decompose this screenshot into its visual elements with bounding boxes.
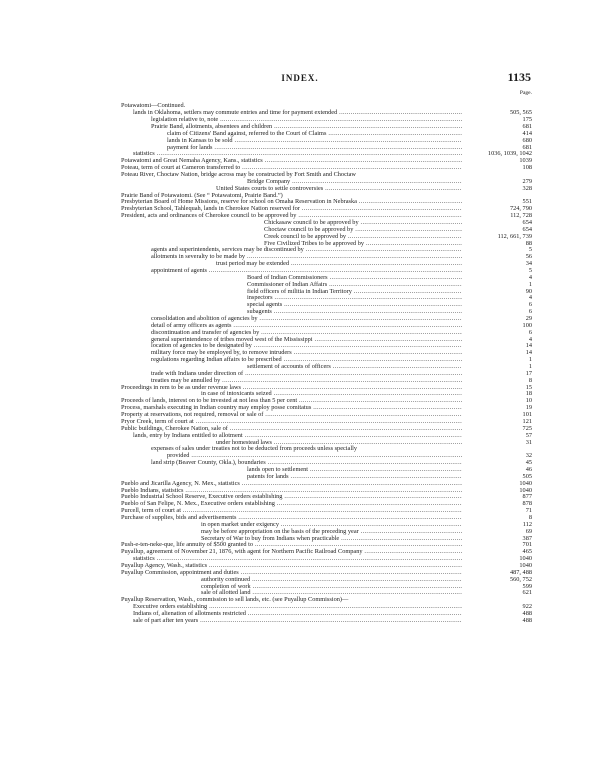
running-header-title: INDEX. (281, 73, 319, 83)
index-entry-text: lands open to settlement ..... (247, 466, 462, 473)
index-entry-page-ref: 15 (466, 384, 532, 391)
index-entry-text: Commissioner of Indian Affairs ..... (247, 281, 462, 288)
index-entry-page-ref: 69 (466, 528, 532, 535)
index-entry-page-ref: 34 (466, 260, 532, 267)
index-entry-page-ref: 560, 752 (466, 576, 532, 583)
index-entry-page-ref: 4 (466, 294, 532, 301)
index-entry-text: in case of intoxicants seized ..... (201, 390, 462, 397)
index-entry-text: general superintendence of tribes moved west of the Mississippi ..... (151, 336, 462, 343)
index-entry-page-ref: 701 (466, 541, 532, 548)
index-entry-page-ref: 1036, 1039, 1042 (466, 150, 532, 157)
index-entry-page-ref: 922 (466, 603, 532, 610)
index-entry-page-ref: 505 (466, 473, 532, 480)
index-entry-text: Presbyterian School, Tahlequah, lands in Cherokee Nation reserved for ..... (121, 205, 462, 212)
index-entry-text: Process, marshals executing in Indian country may employ posse comitatus ..... (121, 404, 462, 411)
index-entry-page-ref: 17 (466, 370, 532, 377)
index-entry-text: agents and superintendents, services may be discontinued by ..... (151, 246, 462, 253)
index-entry-text: Puyallup, agreement of November 21, 1876, with agent for Northern Pacific Railroad Company ..... (121, 548, 462, 555)
index-entry-page-ref: 328 (466, 185, 532, 192)
index-entry-text: inspectors ..... (247, 294, 462, 301)
index-entry-page-ref: 100 (466, 322, 532, 329)
index-entry-page-ref: 45 (466, 459, 532, 466)
index-entry-text: discontinuation and transfer of agencies by ..... (151, 329, 462, 336)
index-entry-text: Property at reservations, not required, removal or sale of ..... (121, 411, 462, 418)
index-entry-page-ref: 1040 (466, 555, 532, 562)
index-entry-page-ref: 279 (466, 178, 532, 185)
index-entry-page-ref: 32 (466, 452, 532, 459)
index-entry-text: legislation relative to, note ..... (151, 116, 462, 123)
index-entry-text: Pueblo Indians, statistics ..... (121, 487, 462, 494)
index-entry-text: trust period may be extended ..... (216, 260, 462, 267)
index-entry-page-ref: 725 (466, 425, 532, 432)
index-entry-page-ref: 4 (466, 336, 532, 343)
index-entry-text: subagents ..... (247, 308, 462, 315)
index-entry-page-ref: 654 (466, 226, 532, 233)
index-entry-text: Prairie Band, allotments, absentees and children ..... (151, 123, 462, 130)
index-entry-page-ref: 18 (466, 390, 532, 397)
index-entry-page-ref: 31 (466, 439, 532, 446)
index-entry-page-ref: 1 (466, 356, 532, 363)
index-entry-page-ref: 1039 (466, 157, 532, 164)
index-entry-text: land strip (Beaver County, Okla.), boundaries ..... (151, 459, 462, 466)
index-entry-text: Secretary of War to buy from Indians when practicable ..... (201, 535, 462, 542)
index-entry-page-ref: 112 (466, 521, 532, 528)
index-entry-page-ref: 6 (466, 308, 532, 315)
index-entry-text: Proceeds of lands, interest on to be invested at not less than 5 per cent ..... (121, 397, 462, 404)
index-entry-page-ref: 14 (466, 342, 532, 349)
index-entry-text: Public buildings, Cherokee Nation, sale of ..... (121, 425, 462, 432)
index-entry-text: lands in Kansas to be sold ..... (167, 137, 462, 144)
index-entry-text: special agents ..... (247, 301, 462, 308)
index-entry-text: Chickasaw council to be approved by ..... (264, 219, 462, 226)
index-entry-text: Poteau River, Choctaw Nation, bridge across may be constructed by Fort Smith and Choctaw (121, 170, 356, 178)
index-entry-page-ref: 877 (466, 493, 532, 500)
index-entry-text: Purchase of supplies, bids and advertisements ..... (121, 514, 462, 521)
index-entry-page-ref: 112, 661, 739 (466, 233, 532, 240)
index-entry-text: Poteau, term of court at Cameron transferred to ..... (121, 164, 462, 171)
index-entry-text: Puyallup Reservation, Wash., commission to sell lands, etc. (see Puyallup Commission)— (121, 596, 349, 604)
index-entry-page-ref: 88 (466, 240, 532, 247)
index-entry-page-ref: 551 (466, 198, 532, 205)
index-entry-text: Five Civilized Tribes to be approved by ..... (264, 240, 462, 247)
index-entry-text: Proceedings in rem to be as under revenue laws ..... (121, 384, 462, 391)
index-entry-page-ref: 6 (466, 329, 532, 336)
index-entry-page-ref: 505, 565 (466, 109, 532, 116)
index-entry-text: regulations regarding Indian affairs to be prescribed ..... (151, 356, 462, 363)
index-entry-page-ref: 681 (466, 123, 532, 130)
page-column-label-row (0, 90, 600, 97)
index-entry-page-ref: 56 (466, 253, 532, 260)
index-entry-text: claim of Citizens' Band against, referred to the Court of Claims ..... (167, 130, 462, 137)
index-entry-page-ref: 1040 (466, 562, 532, 569)
index-entry-text: settlement of accounts of officers ..... (247, 363, 462, 370)
index-entry-text: Bridge Company ..... (247, 178, 462, 185)
index-entry-text: United States courts to settle controversies ..... (216, 185, 462, 192)
index-entry-page-ref: 680 (466, 137, 532, 144)
index-entry-page-ref: 112, 728 (466, 212, 532, 219)
index-entry-page-ref: 724, 790 (466, 205, 532, 212)
index-entry-text: patents for lands ..... (247, 473, 462, 480)
index-entry-text: lands, entry by Indians entitled to allotment ..... (133, 432, 462, 439)
index-entry (0, 617, 600, 624)
index-entry-text: Puyallup Agency, Wash., statistics ..... (121, 562, 462, 569)
index-entry-text: trade with Indians under direction of ..... (151, 370, 462, 377)
index-entry-text: appointment of agents ..... (151, 267, 462, 274)
index-entry-text: Puyallup Commission, appointment and duties ..... (121, 569, 462, 576)
index-entry-page-ref: 8 (466, 377, 532, 384)
index-entry-text: completion of work ..... (201, 583, 462, 590)
index-entry-page-ref: 4 (466, 274, 532, 281)
index-entry-page-ref: 46 (466, 466, 532, 473)
index-entry-page-ref: 681 (466, 144, 532, 151)
index-entry-text: detail of army officers as agents ..... (151, 322, 462, 329)
index-entry-text: Choctaw council to be approved by ..... (264, 226, 462, 233)
index-entry-text: Indians of, alienation of allotments restricted ..... (133, 610, 462, 617)
index-entry-text: President, acts and ordinances of Cherokee council to be approved by ..... (121, 212, 462, 219)
index-entry-page-ref: 1 (466, 363, 532, 370)
index-entry-page-ref: 1040 (466, 480, 532, 487)
index-entry-page-ref: 488 (466, 610, 532, 617)
index-entry-text: lands in Oklahoma, settlers may commute entries and time for payment extended ..... (133, 109, 462, 116)
index-entry-page-ref: 414 (466, 130, 532, 137)
index-entry-page-ref: 1 (466, 281, 532, 288)
index-entry-text: allotments in severalty to be made by ..... (151, 253, 462, 260)
index-entry-page-ref: 8 (466, 514, 532, 521)
index-entry-page-ref: 90 (466, 288, 532, 295)
index-entry-text: location of agencies to be designated by ..... (151, 342, 462, 349)
index-entry-text: consolidation and abolition of agencies by ..... (151, 315, 462, 322)
index-entry-page-ref: 5 (466, 246, 532, 253)
index-entry-page-ref: 29 (466, 315, 532, 322)
index-entry-text: in open market under exigency ..... (201, 521, 462, 528)
index-entry-page-ref: 71 (466, 507, 532, 514)
index-entry-text: sale of part after ten years ..... (133, 617, 462, 624)
index-entry-page-ref: 487, 488 (466, 569, 532, 576)
index-entry-page-ref: 878 (466, 500, 532, 507)
index-entry-text: Creek council to be approved by ..... (264, 233, 462, 240)
index-entry-page-ref: 175 (466, 116, 532, 123)
index-entry-page-ref: 1040 (466, 487, 532, 494)
index-entry-page-ref: 465 (466, 548, 532, 555)
index-entry-page-ref: 19 (466, 404, 532, 411)
index-entry-text: Board of Indian Commissioners ..... (247, 274, 462, 281)
index-entry-text: sale of allotted land ..... (201, 589, 462, 596)
index-entry-text: Pueblo Industrial School Reserve, Executive orders establishing ..... (121, 493, 462, 500)
index-entry-text: payment for lands ..... (167, 144, 462, 151)
index-entry-text: Executive orders establishing ..... (133, 603, 462, 610)
index-entry-text: expenses of sales under treaties not to be deducted from proceeds unless specially (151, 445, 357, 453)
index-entry-text: Pueblo of San Felipe, N. Mex., Executive orders establishing ..... (121, 500, 462, 507)
index-entry-text: Presbyterian Board of Home Missions, reserve for school on Omaha Reservation in Nebraska ..... (121, 198, 462, 205)
index-entry-page-ref: 5 (466, 267, 532, 274)
index-entry-page-ref: 14 (466, 349, 532, 356)
index-entry-text: provided ..... (167, 452, 462, 459)
running-header-page-number: 1135 (507, 70, 531, 84)
index-entry-page-ref: 10 (466, 397, 532, 404)
index-entry-page-ref: 488 (466, 617, 532, 624)
index-entry-text: Potawatomi—Continued. (121, 102, 186, 110)
index-entry-page-ref: 108 (466, 164, 532, 171)
index-entry-page-ref: 621 (466, 589, 532, 596)
index-entry-page-ref: 57 (466, 432, 532, 439)
index-entry-text: military force may be employed by, to remove intruders ..... (151, 349, 462, 356)
index-entry-text: statistics ..... (133, 150, 462, 157)
index-entry-text: may be before appropriation on the basis of the preceding year ..... (201, 528, 462, 535)
index-entry-text: Push-e-ten-neke-que, life annuity of $500 granted to ..... (121, 541, 462, 548)
index-entry-page-ref: 121 (466, 418, 532, 425)
index-entry-text: Potawatomi and Great Nemaha Agency, Kans., statistics ..... (121, 157, 462, 164)
index-entry-text: under homestead laws ..... (216, 439, 462, 446)
index-entry-text: Pueblo and Jicarilla Agency, N. Mex., statistics ..... (121, 480, 462, 487)
index-entry-page-ref: 387 (466, 535, 532, 542)
index-entry-text: Purcell, term of court at ..... (121, 507, 462, 514)
index-entry-text: field officers of militia in Indian Territory ..... (247, 288, 462, 295)
index-entry-text: treaties may be annulled by ..... (151, 377, 462, 384)
index-entry-text: Prairie Band of Potawatomi. (See “ Potawatomi, Prairie Band.”) (121, 191, 283, 199)
index-entry-text: authority continued ..... (201, 576, 462, 583)
page-column-label: Page. (466, 90, 532, 97)
index-entry-page-ref: 599 (466, 583, 532, 590)
index-entry-page-ref: 101 (466, 411, 532, 418)
index-entry-page-ref: 654 (466, 219, 532, 226)
index-entry-text: Pryor Creek, term of court at ..... (121, 418, 462, 425)
index-entry-page-ref: 6 (466, 301, 532, 308)
index-entry-text: statistics ..... (133, 555, 462, 562)
